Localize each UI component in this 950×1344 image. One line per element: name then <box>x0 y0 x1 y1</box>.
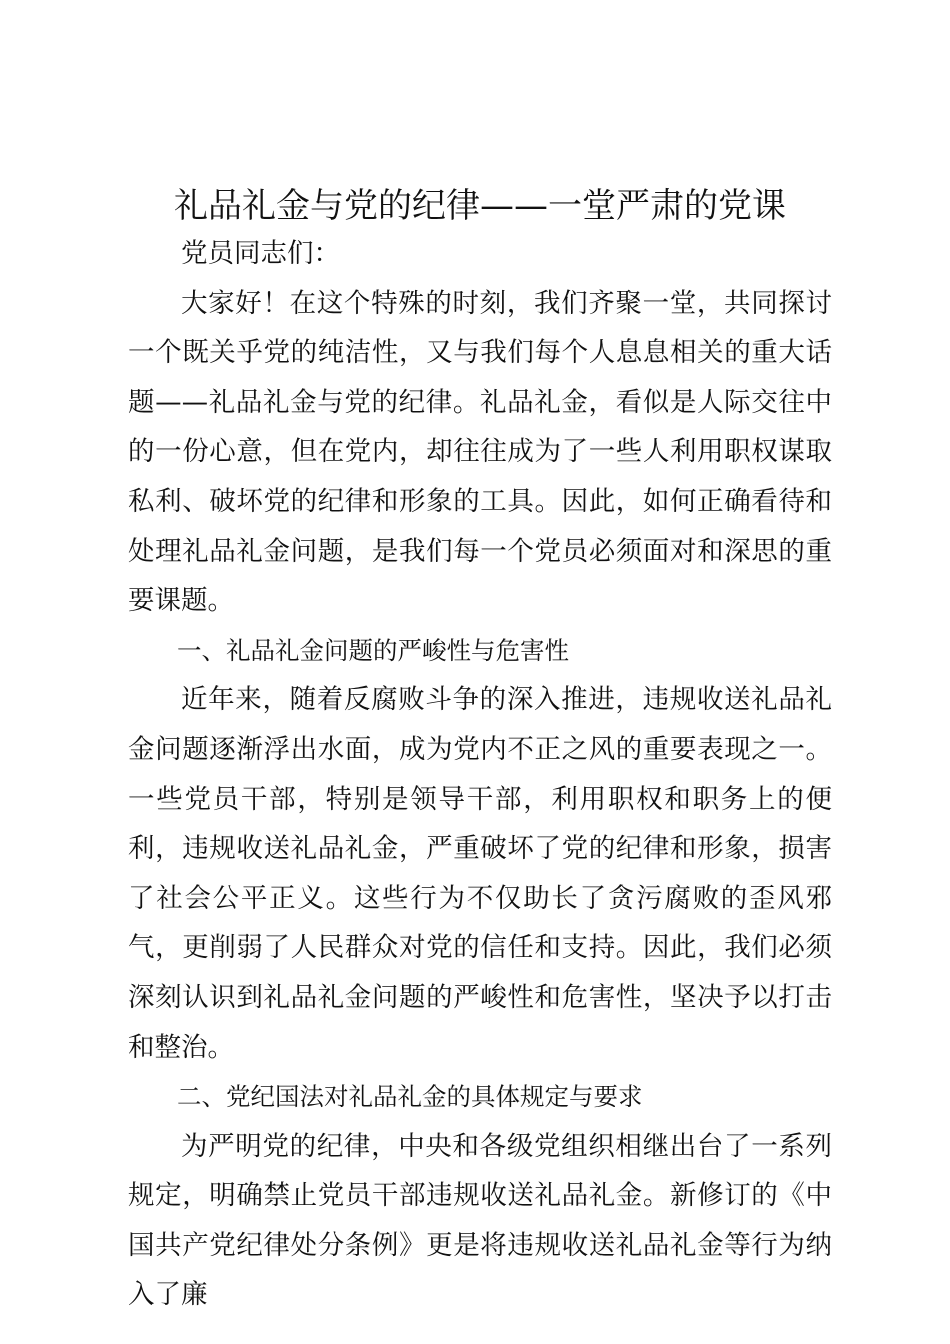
document-body <box>128 229 832 1320</box>
salutation: 党员同志们： <box>181 238 340 269</box>
intro-paragraph: 大家好！在这个特殊的时刻，我们齐聚一堂，共同探讨一个既关乎党的纯洁性，又与我们每个人息息相关的重大话题——礼品礼金与党的纪律。礼品礼金，看似是人际交往中的一份心意，但在党内，却往往成为了一些人利用职权谋取私利、破坏党的纪律和形象的工具。因此，如何正确看待和处理礼品礼金问题，是我们每一个党员必须面对和深思的重要课题。 <box>128 287 832 617</box>
document-title: 礼品礼金与党的纪律——一堂严肃的党课 <box>174 186 786 226</box>
section-heading-1: 一、礼品礼金问题的严峻性与危害性 <box>177 635 569 665</box>
section-1-paragraph: 近年来，随着反腐败斗争的深入推进，违规收送礼品礼金问题逐渐浮出水面，成为党内不正之风的重要表现之一。一些党员干部，特别是领导干部，利用职权和职务上的便利，违规收送礼品礼金，严重破坏了党的纪律和形象，损害了社会公平正义。这些行为不仅助长了贪污腐败的歪风邪气，更削弱了人民群众对党的信任和支持。因此，我们必须深刻认识到礼品礼金问题的严峻性和危害性，坚决予以打击和整治。 <box>128 684 832 1063</box>
section-heading-2: 二、党纪国法对礼品礼金的具体规定与要求 <box>177 1082 643 1112</box>
section-2-paragraph: 为严明党的纪律，中央和各级党组织相继出台了一系列规定，明确禁止党员干部违规收送礼品礼金。新修订的《中国共产党纪律处分条例》更是将违规收送礼品礼金等行为纳入了廉 <box>128 1130 832 1311</box>
